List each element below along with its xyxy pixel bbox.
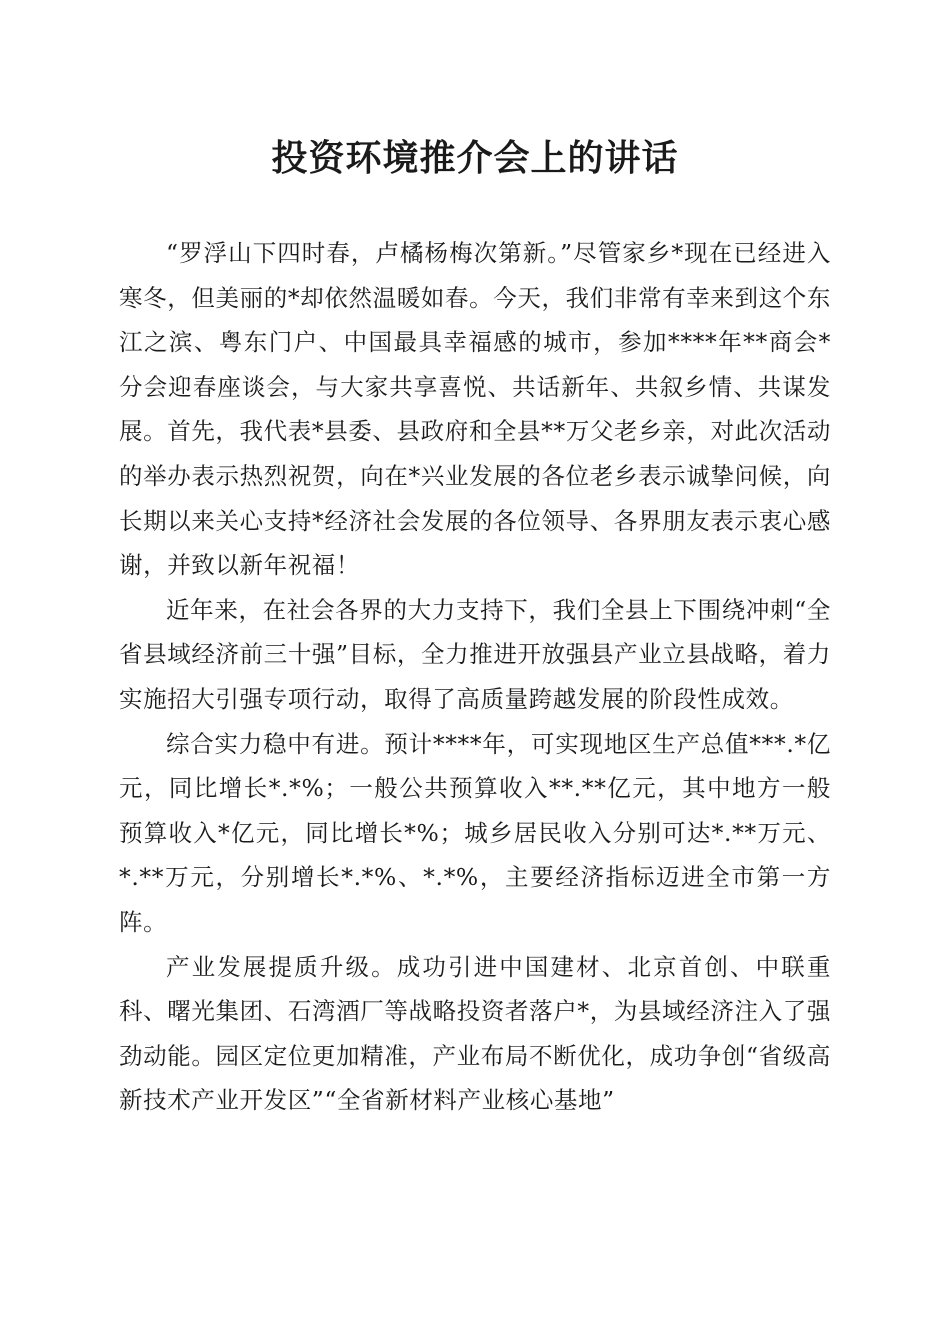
paragraph: 产业发展提质升级。成功引进中国建材、北京首创、中联重科、曙光集团、石湾酒厂等战略投资者落户*，为县域经济注入了强劲动能。园区定位更加精准，产业布局不断优化，成功争创“省级高新技术产业开发区”“全省新材料产业核心基地”: [119, 952, 831, 1115]
paragraph: 综合实力稳中有进。预计****年，可实现地区生产总值***.*亿元，同比增长*.*%；一般公共预算收入**.**亿元，其中地方一般预算收入*亿元，同比增长*%；城乡居民收入分别可达*.**万元、*.**万元，分别增长*.*%、*.*%，主要经济指标迈进全市第一方阵。: [119, 729, 831, 936]
paragraph: “罗浮山下四时春，卢橘杨梅次第新。”尽管家乡*现在已经进入寒冬，但美丽的*却依然温暖如春。今天，我们非常有幸来到这个东江之滨、粤东门户、中国最具幸福感的城市，参加****年**商会*分会迎春座谈会，与大家共享喜悦、共话新年、共叙乡情、共谋发展。首先，我代表*县委、县政府和全县**万父老乡亲，对此次活动的举办表示热烈祝贺，向在*兴业发展的各位老乡表示诚挚问候，向长期以来关心支持*经济社会发展的各位领导、各界朋友表示衷心感谢，并致以新年祝福！: [119, 239, 831, 580]
document-body: [119, 231, 831, 1123]
document-title: 投资环境推介会上的讲话: [271, 137, 679, 179]
paragraph: 近年来，在社会各界的大力支持下，我们全县上下围绕冲刺“全省县域经济前三十强”目标，全力推进开放强县产业立县战略，着力实施招大引强专项行动，取得了高质量跨越发展的阶段性成效。: [119, 595, 831, 713]
